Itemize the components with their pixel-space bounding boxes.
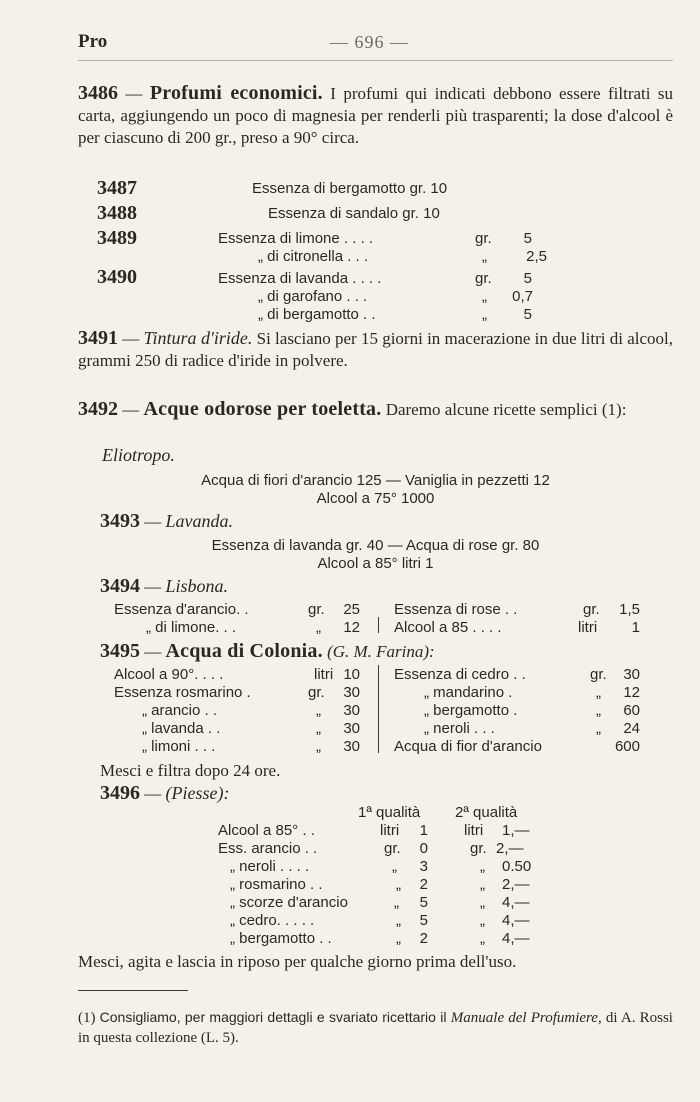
recipe-line: Alcool a 75° 1000 [316, 490, 435, 507]
ingredient-unit: „ [480, 894, 485, 911]
ingredient-qty: 5 [419, 912, 428, 929]
ingredient-name: „ di bergamotto . . [258, 306, 376, 323]
footnote-text: , di A. Rossi in questa collezione (L. 5). [78, 1010, 673, 1046]
footnote-book-title: Manuale del Profumiere [450, 1010, 598, 1026]
entry-dash: — [140, 512, 166, 531]
ingredient-qty: 4,— [502, 930, 530, 947]
ingredient-name: „ bergamotto . . [230, 930, 332, 947]
recipe-line-3487: Essenza di bergamotto gr. 10 [252, 180, 448, 197]
recipe-line: Essenza di lavanda gr. 40 — Acqua di rose gr. 80 [211, 537, 540, 554]
ingredient-unit: gr. [384, 840, 401, 857]
ingredient-qty: 12 [343, 619, 360, 636]
ingredient-unit: gr. [475, 230, 492, 247]
entry-number-3490: 3490 [97, 266, 137, 288]
ingredient-name: „ bergamotto . [424, 702, 518, 719]
entry-title: Profumi economici. [149, 82, 323, 104]
ingredient-qty: 5 [523, 230, 532, 247]
ingredient-name: „ di limone. . . [146, 619, 237, 636]
entry-dash: — [140, 784, 166, 803]
ingredient-unit: gr. [583, 601, 600, 618]
ingredient-name: „ rosmarino . . [230, 876, 323, 893]
ingredient-qty: 30 [343, 720, 360, 737]
ingredient-unit: „ [316, 702, 321, 719]
ingredient-name: „ di garofano . . . [258, 288, 368, 305]
column-header: 2ª qualità [455, 804, 518, 821]
entry-title: Lavanda. [165, 511, 233, 531]
entry-3491 [78, 327, 673, 372]
column-divider [378, 617, 379, 633]
ingredient-unit: „ [396, 930, 401, 947]
ingredient-unit: litri [380, 822, 400, 839]
ingredient-name: „ neroli . . . [424, 720, 495, 737]
entry-dash: — [118, 84, 150, 103]
ingredient-name: Ess. arancio . . [218, 840, 318, 857]
ingredient-unit: litri [578, 619, 598, 636]
entry-number: 3493 [100, 510, 140, 532]
ingredient-qty: 30 [623, 666, 640, 683]
entry-number-3487: 3487 [97, 177, 137, 199]
ingredient-unit: „ [392, 858, 397, 875]
ingredient-name: Alcool a 85 . . . . [394, 619, 502, 636]
ingredient-unit: „ [596, 720, 601, 737]
ingredient-unit: „ [596, 702, 601, 719]
ingredient-name: „ lavanda . . [142, 720, 221, 737]
ingredient-qty: 25 [343, 601, 360, 618]
entry-author: (G. M. Farina): [322, 642, 435, 661]
ingredient-qty: 5 [523, 306, 532, 323]
ingredient-unit: „ [480, 930, 485, 947]
ingredient-qty: 1 [419, 822, 428, 839]
ingredient-qty: 5 [419, 894, 428, 911]
ingredient-name: Essenza di lavanda . . . . [218, 270, 382, 287]
ingredient-qty: 0 [419, 840, 428, 857]
ingredient-name: „ cedro. . . . . [230, 912, 315, 929]
ingredient-unit: gr. [475, 270, 492, 287]
ingredient-qty: 2,— [496, 840, 524, 857]
ingredient-qty: 1 [631, 619, 640, 636]
ingredient-unit: gr. [308, 684, 325, 701]
recipe-line: Alcool a 85° litri 1 [317, 555, 434, 572]
ingredient-qty: 1,— [502, 822, 530, 839]
ingredient-qty: 30 [343, 738, 360, 755]
running-head: Pro [78, 31, 108, 52]
entry-number: 3491 [78, 327, 118, 349]
footnote [78, 1007, 673, 1048]
entry-title: (Piesse): [165, 783, 230, 803]
ingredient-qty: 30 [343, 702, 360, 719]
column-header: 1ª qualità [358, 804, 421, 821]
ingredient-name: Alcool a 85° . . [218, 822, 315, 839]
ingredient-qty: 1,5 [619, 601, 640, 618]
ingredient-qty: 4,— [502, 912, 530, 929]
entry-3494 [100, 575, 228, 598]
column-divider [378, 665, 379, 753]
ingredient-unit: „ [480, 858, 485, 875]
ingredient-name: Acqua di fior d'arancio [394, 738, 542, 755]
ingredient-unit: „ [396, 912, 401, 929]
ingredient-qty: 600 [614, 738, 640, 755]
recipe-instruction: Mesci, agita e lascia in riposo per qualche giorno prima dell'uso. [78, 952, 517, 971]
ingredient-qty: 2 [419, 876, 428, 893]
footnote-text: Consigliamo, per maggiori dettagli e svariato ricettario il [99, 1009, 451, 1025]
ingredient-qty: 5 [523, 270, 532, 287]
entry-number: 3492 [78, 398, 118, 420]
recipe-line: Acqua di fiori d'arancio 125 — Vaniglia in pezzetti 12 [201, 472, 550, 489]
ingredient-qty: 24 [623, 720, 640, 737]
footnote-marker: (1) [78, 1010, 100, 1026]
ingredient-unit: „ [396, 876, 401, 893]
entry-title: Tintura d'iride. [143, 328, 253, 348]
recipe-instruction: Mesci e filtra dopo 24 ore. [100, 761, 281, 780]
ingredient-unit: gr. [308, 601, 325, 618]
ingredient-name: Essenza di cedro . . [394, 666, 526, 683]
entry-text: Daremo alcune ricette semplici (1): [381, 400, 627, 419]
page-number: — 696 — [330, 32, 409, 52]
entry-text: I profumi qui indicati debbono essere filtrati su carta, aggiungendo un poco di magnesia per renderli più trasparenti; la dose d'alcool è per ciascuno di 200 gr., preso a 90° circa. [78, 84, 674, 147]
entry-dash: — [118, 400, 144, 419]
entry-dash: — [118, 329, 144, 348]
entry-number: 3495 [100, 640, 140, 662]
entry-number: 3494 [100, 575, 140, 597]
footnote-rule [78, 990, 188, 991]
ingredient-qty: 4,— [502, 894, 530, 911]
ingredient-unit: litri [464, 822, 484, 839]
entry-3496 [100, 782, 229, 805]
ingredient-name: „ scorze d'arancio [230, 894, 348, 911]
ingredient-unit: „ [480, 876, 485, 893]
entry-number: 3496 [100, 782, 140, 804]
entry-3493 [100, 510, 233, 533]
entry-title: Lisbona. [165, 576, 229, 596]
ingredient-unit: litri [314, 666, 334, 683]
entry-dash: — [140, 577, 166, 596]
ingredient-name: Alcool a 90°. . . . [114, 666, 224, 683]
ingredient-name: „ arancio . . [142, 702, 218, 719]
ingredient-qty: 12 [623, 684, 640, 701]
ingredient-qty: 2,5 [526, 248, 547, 265]
ingredient-name: Essenza di limone . . . . [218, 230, 374, 247]
ingredient-qty: 60 [623, 702, 640, 719]
ingredient-name: „ limoni . . . [142, 738, 216, 755]
entry-3495 [100, 640, 435, 663]
recipe-line-3488: Essenza di sandalo gr. 10 [268, 205, 440, 222]
entry-3492 [78, 398, 673, 421]
ingredient-qty: 0,7 [512, 288, 533, 305]
ingredient-qty: 0.50 [502, 858, 532, 875]
ingredient-unit: „ [394, 894, 399, 911]
entry-title: Acqua di Colonia. [165, 640, 323, 662]
entry-dash: — [140, 642, 166, 661]
ingredient-name: „ mandarino . [424, 684, 513, 701]
ingredient-unit: „ [316, 619, 321, 636]
ingredient-name: Essenza rosmarino . [114, 684, 251, 701]
ingredient-qty: 3 [419, 858, 428, 875]
ingredient-unit: „ [316, 738, 321, 755]
header-rule [78, 60, 673, 61]
entry-3486 [78, 82, 673, 149]
entry-number-3489: 3489 [97, 227, 137, 249]
ingredient-unit: gr. [470, 840, 487, 857]
ingredient-unit: „ [482, 306, 487, 323]
ingredient-name: „ neroli . . . . [230, 858, 310, 875]
ingredient-name: „ di citronella . . . [258, 248, 369, 265]
ingredient-name: Essenza di rose . . [394, 601, 518, 618]
ingredient-qty: 2 [419, 930, 428, 947]
ingredient-qty: 10 [343, 666, 360, 683]
ingredient-unit: „ [480, 912, 485, 929]
entry-number-3488: 3488 [97, 202, 137, 224]
entry-number: 3486 [78, 82, 118, 104]
ingredient-qty: 30 [343, 684, 360, 701]
ingredient-unit: „ [596, 684, 601, 701]
ingredient-unit: gr. [590, 666, 607, 683]
entry-text: Si lasciano per 15 giorni in macerazione in due litri di alcool, grammi 250 di radice d'iride in polvere. [78, 329, 674, 370]
recipe-subtitle: Eliotropo. [102, 445, 175, 465]
ingredient-unit: „ [316, 720, 321, 737]
entry-title: Acque odorose per toeletta. [143, 398, 382, 420]
ingredient-unit: „ [482, 288, 487, 305]
ingredient-unit: „ [482, 248, 487, 265]
ingredient-qty: 2,— [502, 876, 530, 893]
ingredient-name: Essenza d'arancio. . [114, 601, 249, 618]
